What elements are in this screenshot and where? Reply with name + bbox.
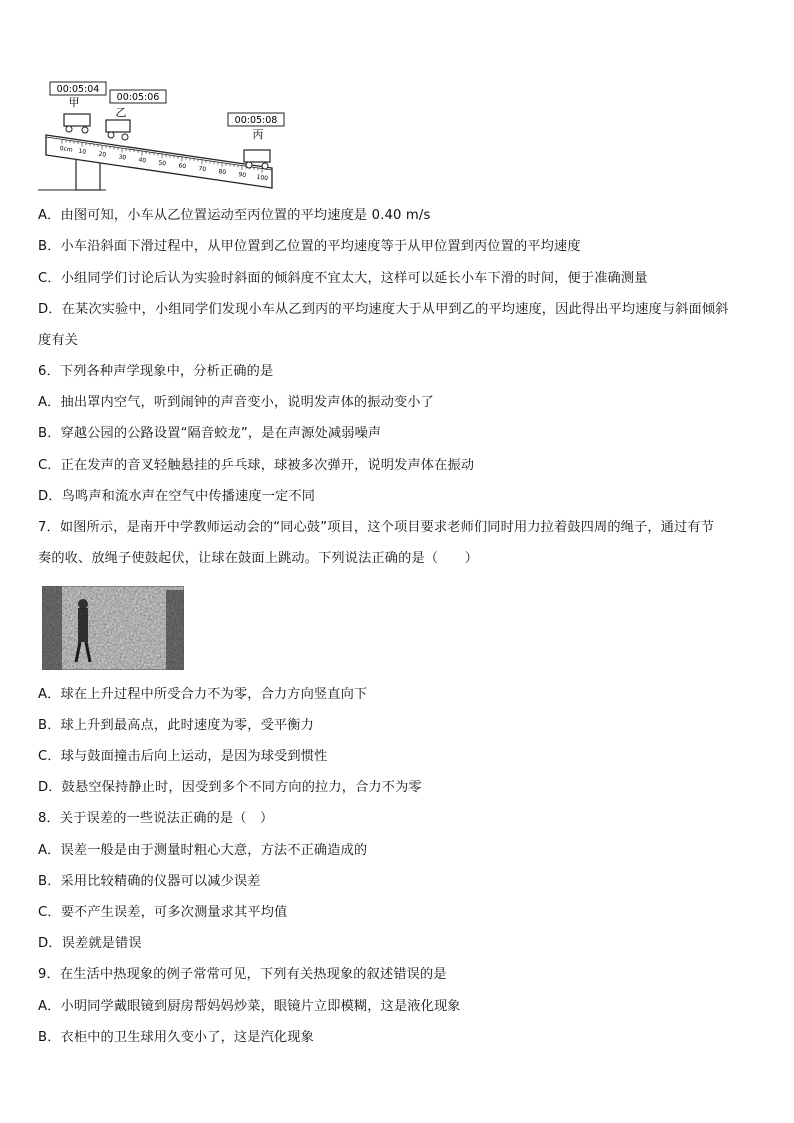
q7-option-b: B．球上升到最高点，此时速度为零，受平衡力 (38, 718, 314, 733)
cart-yi (106, 120, 130, 140)
ruler-label: 30 (117, 153, 127, 162)
q6-option-c: C．正在发声的音叉轻触悬挂的乒乓球，球被多次弹开，说明发声体在振动 (38, 458, 475, 473)
q7-stem-line2: 奏的收、放绳子使鼓起伏，让球在鼓面上跳动。下列说法正确的是（ ） (38, 551, 479, 566)
person-silhouette (78, 608, 88, 642)
q5-option-a: A．由图可知，小车从乙位置运动至丙位置的平均速度是 0.40 m/s (38, 208, 431, 223)
ruler-label: 50 (157, 159, 167, 168)
q7-option-d: D．鼓悬空保持静止时，因受到多个不同方向的拉力，合力不为零 (38, 780, 422, 795)
q5-option-c: C．小组同学们讨论后认为实验时斜面的倾斜度不宜太大，这样可以延长小车下滑的时间，便于准确测量 (38, 271, 648, 286)
q9-option-a: A．小明同学戴眼镜到厨房帮妈妈炒菜，眼镜片立即模糊，这是液化现象 (38, 999, 461, 1014)
label-jia: 甲 (68, 96, 80, 109)
q6-stem: 6．下列各种声学现象中，分析正确的是 (38, 364, 274, 379)
ruler-label: 20 (97, 150, 107, 159)
ruler-label: 100 (256, 173, 269, 183)
incline-ruler-figure (36, 80, 286, 196)
q8-stem: 8．关于误差的一些说法正确的是（ ） (38, 811, 274, 826)
ruler-label: 80 (217, 168, 227, 177)
q7-option-a: A．球在上升过程中所受合力不为零，合力方向竖直向下 (38, 687, 368, 702)
ruler-label: 10 (77, 147, 87, 156)
q8-option-c: C．要不产生误差，可多次测量求其平均值 (38, 905, 288, 920)
q8-option-d: D．误差就是错误 (38, 936, 142, 951)
q6-option-b: B．穿越公园的公路设置“隔音蛟龙”，是在声源处减弱噪声 (38, 426, 382, 441)
q7-stem-line1: 7．如图所示，是南开中学教师运动会的“同心鼓”项目，这个项目要求老师们同时用力拉着鼓四周的绳子，通过有节 (38, 520, 715, 535)
cart-jia (64, 114, 90, 133)
timer-yi: 00:05:06 (116, 92, 160, 103)
q6-option-a: A．抽出罩内空气，听到闹钟的声音变小，说明发声体的振动变小了 (38, 395, 434, 410)
timer-bing: 00:05:08 (234, 115, 278, 126)
q6-option-d: D．鸟鸣声和流水声在空气中传播速度一定不同 (38, 489, 316, 504)
q5-option-d-cont: 度有关 (38, 333, 79, 348)
q9-option-b: B．衣柜中的卫生球用久变小了，这是汽化现象 (38, 1030, 314, 1045)
q8-option-b: B．采用比较精确的仪器可以减少误差 (38, 874, 261, 889)
q7-option-c: C．球与鼓面撞击后向上运动，是因为球受到惯性 (38, 749, 328, 764)
ruler-label: 60 (177, 162, 187, 171)
drum-photo (42, 586, 184, 670)
q8-option-a: A．误差一般是由于测量时粗心大意，方法不正确造成的 (38, 843, 368, 858)
q5-option-d: D．在某次实验中，小组同学们发现小车从乙到丙的平均速度大于从甲到乙的平均速度，因此得出平均速度与斜面倾斜 (38, 302, 729, 317)
label-yi: 乙 (115, 106, 127, 119)
q5-option-b: B．小车沿斜面下滑过程中，从甲位置到乙位置的平均速度等于从甲位置到丙位置的平均速度 (38, 239, 581, 254)
label-bing: 丙 (252, 128, 264, 141)
ruler-label: 0cm (59, 144, 74, 154)
q9-stem: 9．在生活中热现象的例子常常可见，下列有关热现象的叙述错误的是 (38, 967, 447, 982)
timer-jia: 00:05:04 (56, 84, 100, 95)
ruler-label: 90 (237, 171, 247, 180)
ruler-label: 70 (197, 165, 207, 174)
ruler-label: 40 (137, 156, 147, 165)
